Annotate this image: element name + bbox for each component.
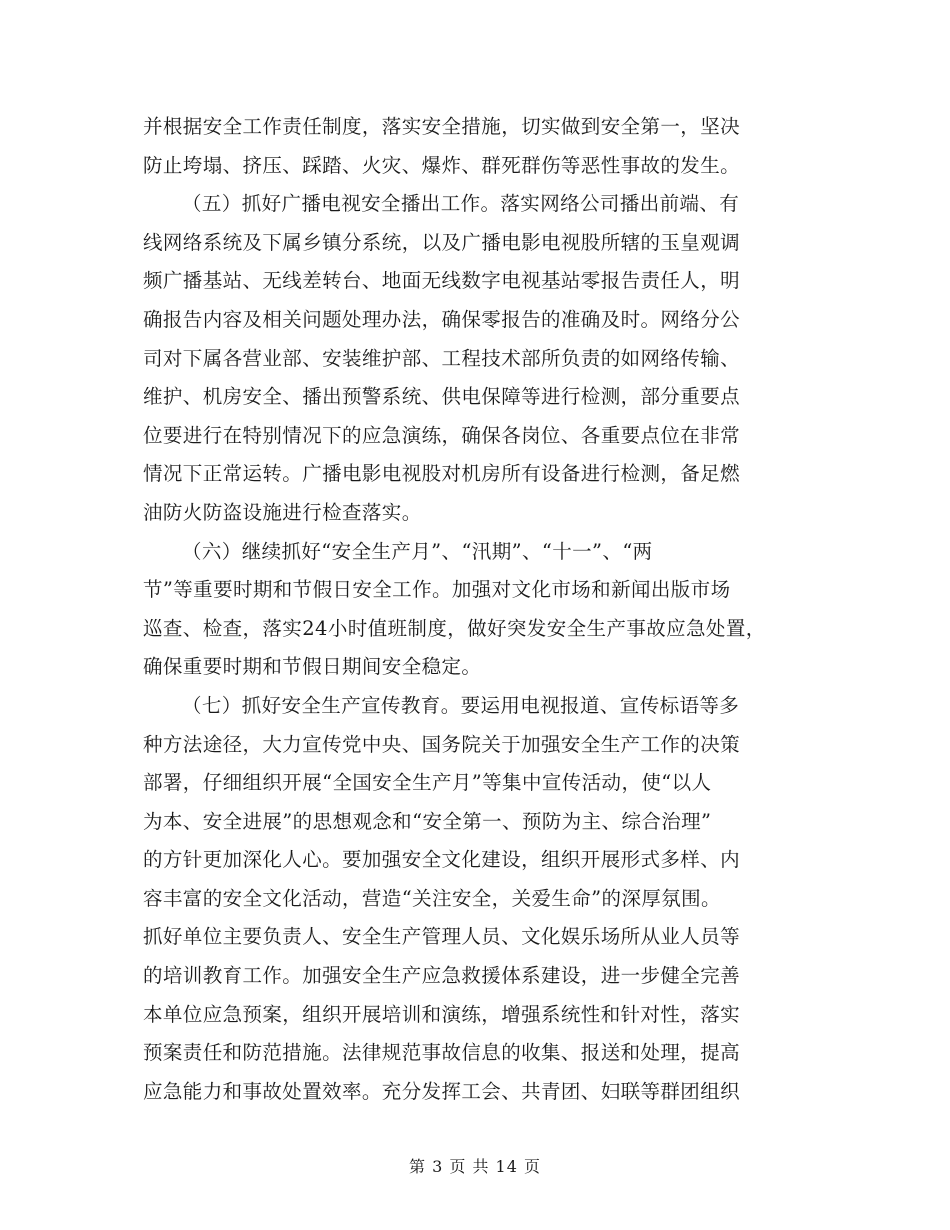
text-line: 本单位应急预案，组织开展培训和演练，增强系统性和针对性，落实 [143, 1002, 741, 1026]
text-line: 防止垮塌、挤压、踩踏、火灾、爆炸、群死群伤等恶性事故的发生。 [143, 153, 741, 177]
document-body [143, 108, 813, 1111]
text-line: 抓好单位主要负责人、安全生产管理人员、文化娱乐场所从业人员等 [143, 925, 741, 949]
text-line: 的方针更加深化人心。要加强安全文化建设，组织开展形式多样、内 [143, 848, 741, 872]
text-line: 线网络系统及下属乡镇分系统，以及广播电影电视股所辖的玉皇观调 [143, 230, 741, 254]
text-line: 为本、安全进展”的思想观念和“安全第一、预防为主、综合治理” [143, 809, 712, 833]
text-line: 的培训教育工作。加强安全生产应急救援体系建设，进一步健全完善 [143, 964, 741, 988]
text-line: 确报告内容及相关问题处理办法，确保零报告的准确及时。网络分公 [143, 307, 741, 331]
text-line: 应急能力和事故处置效率。充分发挥工会、共青团、妇联等群团组织 [143, 1079, 741, 1103]
text-line: （六）继续抓好“安全生产月”、“汛期”、“十一”、“两 [182, 539, 653, 563]
text-line: 情况下正常运转。广播电影电视股对机房所有设备进行检测，备足燃 [143, 462, 741, 486]
text-line: 维护、机房安全、播出预警系统、供电保障等进行检测，部分重要点 [143, 385, 741, 409]
text-line: （七）抓好安全生产宣传教育。要运用电视报道、宣传标语等多 [182, 693, 740, 717]
text-line: 位要进行在特别情况下的应急演练，确保各岗位、各重要点位在非常 [143, 423, 741, 447]
page-footer: 第 3 页 共 14 页 [409, 1157, 541, 1176]
text-line: 频广播基站、无线差转台、地面无线数字电视基站零报告责任人，明 [143, 269, 741, 293]
text-line: 巡查、检查，落实24小时值班制度，做好突发安全生产事故应急处置， [143, 616, 766, 640]
text-line: 容丰富的安全文化活动，营造“关注安全，关爱生命”的深厚氛围。 [143, 886, 721, 910]
text-line: 并根据安全工作责任制度，落实安全措施，切实做到安全第一，坚决 [143, 115, 741, 138]
text-line: 预案责任和防范措施。法律规范事故信息的收集、报送和处理，提高 [143, 1041, 741, 1065]
text-line: 节”等重要时期和节假日安全工作。加强对文化市场和新闻出版市场 [143, 578, 731, 602]
text-line: 部署，仔细组织开展“全国安全生产月”等集中宣传活动，使“以人 [143, 771, 712, 795]
text-line: 油防火防盗设施进行检查落实。 [143, 500, 422, 524]
text-line: 确保重要时期和节假日期间安全稳定。 [143, 655, 482, 679]
text-line: 司对下属各营业部、安装维护部、工程技术部所负责的如网络传输、 [143, 346, 741, 370]
text-line: （五）抓好广播电视安全播出工作。落实网络公司播出前端、有 [182, 192, 740, 216]
text-line: 种方法途径，大力宣传党中央、国务院关于加强安全生产工作的决策 [143, 732, 741, 756]
